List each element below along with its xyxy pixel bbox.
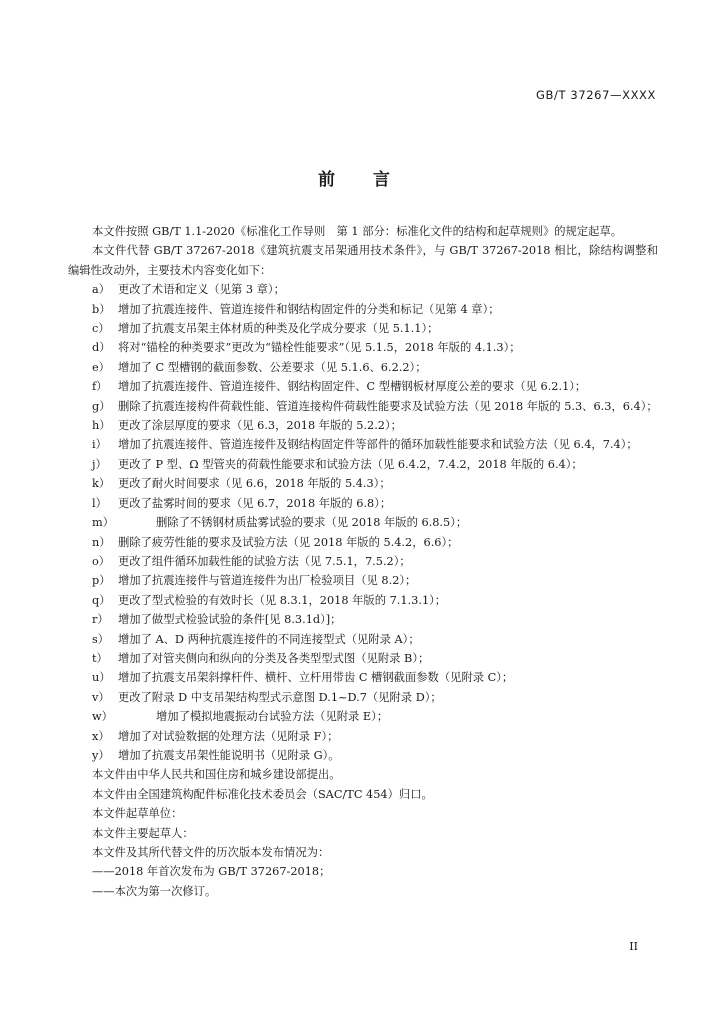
list-label: x） <box>92 729 110 743</box>
list-text: 更改了涂层厚度的要求（见 6.3，2018 年版的 5.2.2）； <box>118 419 402 433</box>
list-text: 更改了盐雾时间的要求（见 6.7，2018 年版的 6.8）； <box>118 496 392 510</box>
page-title: 前 言 <box>318 170 406 190</box>
list-text: 增加了抗震支吊架性能说明书（见附录 G）。 <box>118 748 340 762</box>
list-text: 将对“锚栓的种类要求”更改为“锚栓性能要求”（见 5.1.5，2018 年版的 4.1.3）； <box>118 341 521 355</box>
list-text: 增加了抗震连接件、管道连接件和钢结构固定件的分类和标记（见第 4 章）； <box>118 302 500 316</box>
list-text: 更改了组件循环加载性能的试验方法（见 7.5.1，7.5.2）； <box>118 554 411 568</box>
list-item <box>68 649 658 668</box>
list-item <box>68 494 658 513</box>
list-item <box>68 571 658 590</box>
list-item <box>68 416 658 435</box>
list-text: 更改了耐火时间要求（见 6.6，2018 年版的 5.4.3）； <box>118 477 391 491</box>
list-item <box>68 630 658 649</box>
closing-paragraph: 本文件由全国建筑构配件标准化技术委员会（SAC/TC 454）归口。 <box>92 787 433 801</box>
list-text: 增加了模拟地震振动台试验方法（见附录 E）； <box>156 710 389 724</box>
list-label: a） <box>92 283 111 297</box>
list-text: 更改了 P 型、Ω 型管夹的荷载性能要求和试验方法（见 6.4.2，7.4.2，2018 年版的 6.4）； <box>118 457 583 471</box>
list-text: 删除了不锈钢材质盐雾试验的要求（见 2018 年版的 6.8.5）； <box>156 516 468 530</box>
list-label: b） <box>92 302 111 316</box>
list-label: c） <box>92 322 110 336</box>
list-item <box>68 533 658 552</box>
list-text: 删除了疲劳性能的要求及试验方法（见 2018 年版的 5.4.2，6.6）； <box>118 535 459 549</box>
closing-paragraph: 本文件起草单位： <box>92 807 183 821</box>
list-item <box>68 552 658 571</box>
list-item <box>68 668 658 687</box>
list-item <box>68 397 658 416</box>
list-item <box>68 707 658 726</box>
list-text: 增加了抗震连接件与管道连接件为出厂检验项目（见 8.2）； <box>118 574 417 588</box>
list-item <box>68 474 658 493</box>
page-number: II <box>629 940 638 953</box>
list-label: i） <box>92 438 107 452</box>
list-label: j） <box>92 457 107 471</box>
list-label: n） <box>92 535 111 549</box>
list-label: p） <box>92 574 111 588</box>
standard-code: GB/T 37267—XXXX <box>536 88 656 102</box>
list-text: 更改了附录 D 中支吊架结构型式示意图 D.1~D.7（见附录 D）； <box>118 690 442 704</box>
change-list <box>68 280 658 765</box>
document-body <box>68 222 658 901</box>
list-label: s） <box>92 632 110 646</box>
list-text: 增加了 C 型槽钢的截面参数、公差要求（见 5.1.6、6.2.2）； <box>118 360 427 374</box>
list-label: d） <box>92 341 111 355</box>
list-item <box>68 377 658 396</box>
list-label: q） <box>92 593 111 607</box>
list-label: w） <box>92 710 113 724</box>
list-item <box>68 319 658 338</box>
list-item <box>68 435 658 454</box>
list-item <box>68 746 658 765</box>
list-text: 增加了 A、D 两种抗震连接件的不同连接型式（见附录 A）； <box>118 632 420 646</box>
list-text: 删除了抗震连接构件荷载性能、管道连接构件荷载性能要求及试验方法（见 2018 年版的 5.3、6.3，6.4）； <box>118 399 658 413</box>
closing-paragraph: ——2018 年首次发布为 GB/T 37267-2018； <box>92 865 331 879</box>
list-item <box>68 358 658 377</box>
list-item <box>68 338 658 357</box>
list-label: o） <box>92 554 111 568</box>
list-text: 增加了抗震连接件、管道连接件及钢结构固定件等部件的循环加载性能要求和试验方法（见 6.4，7.4）； <box>118 438 638 452</box>
closing-paragraph: 本文件由中华人民共和国住房和城乡建设部提出。 <box>92 768 341 782</box>
list-label: m） <box>92 516 115 530</box>
list-label: t） <box>92 651 108 665</box>
list-label: e） <box>92 360 110 374</box>
list-item <box>68 513 658 532</box>
list-text: 增加了对管夹侧向和纵向的分类及各类型型式图（见附录 B）； <box>118 651 430 665</box>
list-item <box>68 455 658 474</box>
list-label: g） <box>92 399 111 413</box>
list-label: h） <box>92 419 111 433</box>
list-label: v） <box>92 690 110 704</box>
list-item <box>68 591 658 610</box>
closing-paragraph: 本文件主要起草人： <box>92 826 194 840</box>
list-item <box>68 610 658 629</box>
list-label: l） <box>92 496 107 510</box>
list-item <box>68 688 658 707</box>
list-text: 增加了做型式检验试验的条件[见 8.3.1d）]； <box>118 613 342 627</box>
list-text: 更改了型式检验的有效时长（见 8.3.1，2018 年版的 7.1.3.1）； <box>118 593 447 607</box>
list-label: k） <box>92 477 111 491</box>
closing-paragraph: ——本次为第一次修订。 <box>92 884 217 898</box>
closing-paragraph: 本文件及其所代替文件的历次版本发布情况为： <box>92 846 330 859</box>
list-label: r） <box>92 613 109 627</box>
list-label: y） <box>92 748 110 762</box>
list-text: 增加了抗震支吊架主体材质的种类及化学成分要求（见 5.1.1）； <box>118 322 439 336</box>
list-item <box>68 727 658 746</box>
list-label: f） <box>92 380 108 394</box>
list-text: 增加了抗震连接件、管道连接件、钢结构固定件、C 型槽钢板材厚度公差的要求（见 6.2.1）； <box>118 380 587 394</box>
list-text: 增加了抗震支吊架斜撑杆件、横杆、立杆用带齿 C 槽钢截面参数（见附录 C）； <box>118 671 514 685</box>
list-label: u） <box>92 671 111 685</box>
intro-paragraph: 本文件按照 GB/T 1.1-2020《标准化工作导则 第 1 部分：标准化文件的结构和起草规则》的规定起草。 <box>92 225 623 238</box>
intro-paragraph: 本文件代替 GB/T 37267-2018《建筑抗震支吊架通用技术条件》，与 GB/T 37267-2018 相比，除结构调整和编辑性改动外，主要技术内容变化如下： <box>68 244 658 277</box>
list-text: 更改了术语和定义（见第 3 章）； <box>118 283 285 297</box>
list-item <box>68 300 658 319</box>
list-item <box>68 280 658 299</box>
list-text: 增加了对试验数据的处理方法（见附录 F）； <box>118 729 339 743</box>
